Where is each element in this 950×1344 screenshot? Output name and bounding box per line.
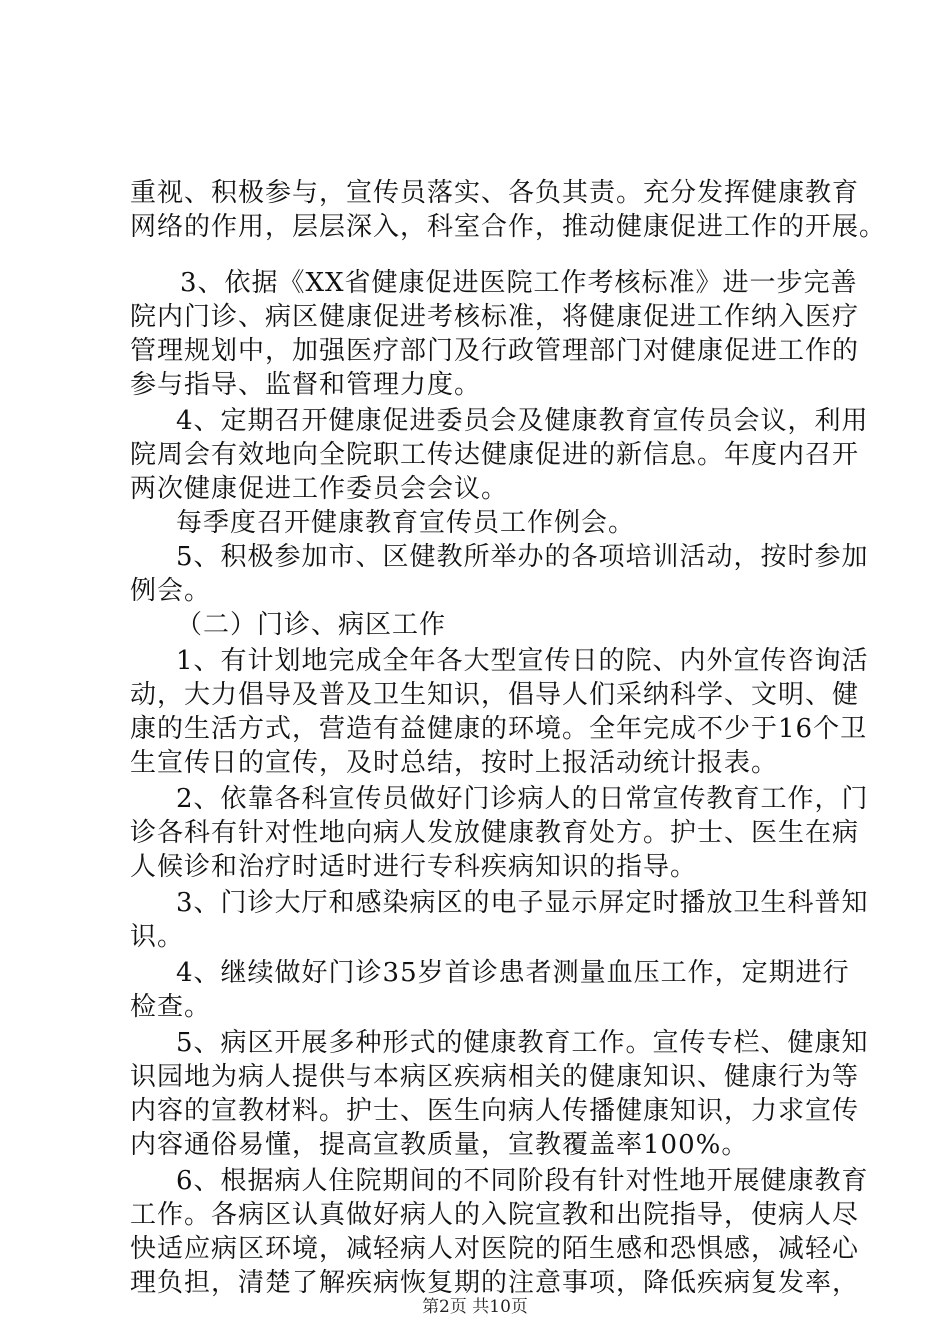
paragraph-line: 快适应病区环境，减轻病人对医院的陌生感和恐惧感，减轻心	[130, 1234, 860, 1264]
paragraph-line: 2、依靠各科宣传员做好门诊病人的日常宣传教育工作，门	[176, 784, 869, 814]
paragraph-line: 5、积极参加市、区健教所举办的各项培训活动，按时参加	[176, 542, 869, 572]
paragraph-line: 内容通俗易懂，提高宣教质量，宣教覆盖率100%。	[130, 1130, 749, 1160]
paragraph-line: 4、定期召开健康促进委员会及健康教育宣传员会议，利用	[176, 406, 869, 436]
page-number-footer: 第2页 共10页	[422, 1297, 528, 1317]
paragraph-line: 院内门诊、病区健康促进考核标准，将健康促进工作纳入医疗	[130, 302, 860, 332]
paragraph-line: 管理规划中，加强医疗部门及行政管理部门对健康促进工作的	[130, 336, 860, 366]
paragraph-line: 内容的宣教材料。护士、医生向病人传播健康知识，力求宣传	[130, 1096, 860, 1126]
paragraph-line: 识。	[130, 922, 185, 952]
paragraph-line: 每季度召开健康教育宣传员工作例会。	[176, 508, 636, 538]
paragraph-line: 院周会有效地向全院职工传达健康促进的新信息。年度内召开	[130, 440, 860, 470]
paragraph-line: 检查。	[130, 992, 212, 1022]
paragraph-line: 康的生活方式，营造有益健康的环境。全年完成不少于16个卫	[130, 714, 868, 744]
paragraph-line: 诊各科有针对性地向病人发放健康教育处方。护士、医生在病	[130, 818, 860, 848]
paragraph-line: 两次健康促进工作委员会会议。	[130, 474, 509, 504]
paragraph-line: 网络的作用，层层深入，科室合作，推动健康促进工作的开展。	[130, 212, 887, 242]
paragraph-line: 人候诊和治疗时适时进行专科疾病知识的指导。	[130, 852, 698, 882]
paragraph-line: 6、根据病人住院期间的不同阶段有针对性地开展健康教育	[176, 1166, 869, 1196]
section-heading: （二）门诊、病区工作	[176, 610, 447, 640]
paragraph-line: 识园地为病人提供与本病区疾病相关的健康知识、健康行为等	[130, 1062, 860, 1092]
paragraph-line: 参与指导、监督和管理力度。	[130, 370, 482, 400]
paragraph-line: 4、继续做好门诊35岁首诊患者测量血压工作，定期进行	[176, 958, 850, 988]
paragraph-line: 1、有计划地完成全年各大型宣传日的院、内外宣传咨询活	[176, 646, 869, 676]
paragraph-line: 生宣传日的宣传，及时总结，按时上报活动统计报表。	[130, 748, 779, 778]
paragraph-line: 重视、积极参与，宣传员落实、各负其责。充分发挥健康教育	[130, 178, 860, 208]
paragraph-line: 动，大力倡导及普及卫生知识，倡导人们采纳科学、文明、健	[130, 680, 860, 710]
paragraph-line: 5、病区开展多种形式的健康教育工作。宣传专栏、健康知	[176, 1028, 869, 1058]
paragraph-line: 工作。各病区认真做好病人的入院宣教和出院指导，使病人尽	[130, 1200, 860, 1230]
paragraph-line: 例会。	[130, 576, 212, 606]
paragraph-line: 3、门诊大厅和感染病区的电子显示屏定时播放卫生科普知	[176, 888, 869, 918]
paragraph-line: 理负担，清楚了解疾病恢复期的注意事项，降低疾病复发率，	[130, 1268, 860, 1298]
paragraph-line: 3、依据《XX省健康促进医院工作考核标准》进一步完善	[180, 268, 858, 298]
